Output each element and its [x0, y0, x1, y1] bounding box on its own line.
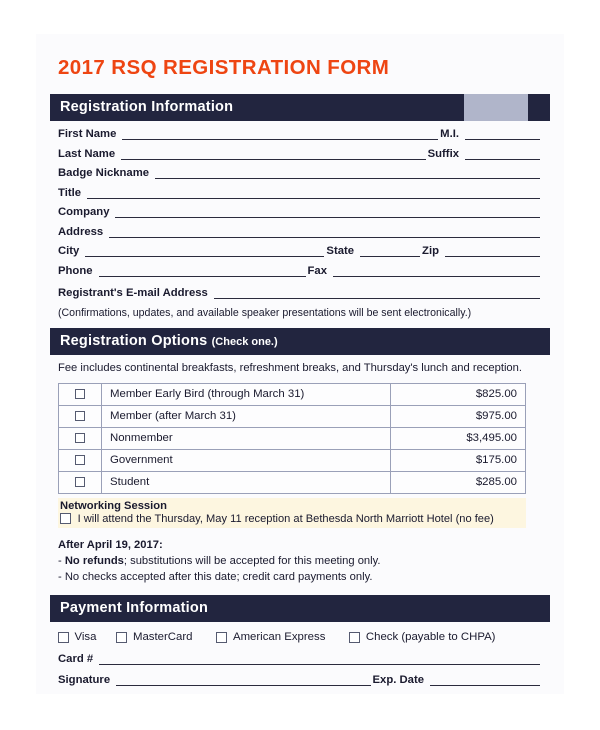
- mi-input[interactable]: [465, 128, 540, 140]
- field-row-title: [58, 187, 542, 199]
- section-title-payment-information: Payment Information: [60, 600, 209, 617]
- section-title-registration-information: Registration Information: [60, 99, 234, 115]
- first-name-label: First Name: [58, 128, 117, 140]
- checkbox-icon[interactable]: [75, 455, 86, 466]
- option-checkbox-cell[interactable]: [59, 383, 102, 405]
- fax-label: Fax: [307, 264, 327, 277]
- option-checkbox-cell[interactable]: [59, 427, 102, 449]
- table-row[interactable]: [59, 449, 526, 471]
- field-row-badge-nickname: [58, 167, 542, 179]
- section-subtitle-check-one: (Check one.): [211, 336, 278, 348]
- checkbox-icon[interactable]: [75, 477, 86, 488]
- state-input[interactable]: [360, 245, 420, 257]
- networking-session-option-label: I will attend the Thursday, May 11 reception at Bethesda North Marriott Hotel (no fee): [77, 512, 494, 525]
- fax-input[interactable]: [333, 265, 540, 277]
- signature-input[interactable]: [116, 674, 370, 686]
- form-sheet: [36, 34, 564, 694]
- table-row[interactable]: [59, 427, 526, 449]
- payment-option-visa[interactable]: [58, 631, 96, 643]
- option-price: $825.00: [391, 383, 526, 405]
- checkbox-icon[interactable]: [216, 632, 227, 643]
- section-header-registration-information: [50, 94, 550, 121]
- registration-options-table: [58, 383, 526, 494]
- email-label: Registrant's E-mail Address: [58, 286, 208, 299]
- last-name-label: Last Name: [58, 147, 116, 160]
- card-number-row: [36, 643, 564, 665]
- option-label: Nonmember: [102, 427, 391, 449]
- after-date-line-1-rest: ; substitutions will be accepted for this meeting only.: [123, 554, 381, 567]
- networking-session-title: Networking Session: [60, 499, 167, 512]
- networking-session-block: [58, 498, 526, 528]
- option-price: $975.00: [391, 405, 526, 427]
- header-highlight-block: [464, 94, 528, 121]
- city-label: City: [58, 245, 80, 257]
- zip-label: Zip: [422, 245, 439, 257]
- option-label: Member (after March 31): [102, 405, 391, 427]
- payment-option-american-express[interactable]: [216, 631, 325, 643]
- badge-nickname-input[interactable]: [155, 167, 540, 179]
- card-number-label: Card #: [58, 653, 94, 666]
- field-row-address: [58, 226, 542, 238]
- suffix-label: Suffix: [427, 147, 459, 160]
- field-row-email: [58, 287, 542, 299]
- option-price: $285.00: [391, 471, 526, 493]
- state-label: State: [326, 245, 355, 257]
- mi-label: M.I.: [440, 128, 459, 140]
- signature-label: Signature: [58, 674, 111, 687]
- field-row-company: [58, 206, 542, 218]
- phone-input[interactable]: [99, 265, 306, 277]
- confirmation-note: (Confirmations, updates, and available speaker presentations will be sent electronically.): [58, 307, 472, 319]
- payment-option-label: MasterCard: [132, 631, 193, 644]
- company-input[interactable]: [115, 206, 540, 218]
- page-title: 2017 RSQ REGISTRATION FORM: [58, 56, 390, 79]
- checkbox-icon[interactable]: [349, 632, 360, 643]
- checkbox-icon[interactable]: [60, 513, 71, 524]
- checkbox-icon[interactable]: [58, 632, 69, 643]
- expiry-label: Exp. Date: [372, 674, 424, 687]
- field-row-phone-fax: [58, 265, 542, 277]
- first-name-input[interactable]: [122, 128, 438, 140]
- after-date-line-1: - No refunds; substitutions will be accepted for this meeting only.: [58, 554, 381, 567]
- field-row-last-name: [58, 148, 542, 160]
- table-row[interactable]: [59, 383, 526, 405]
- payment-methods-row: [36, 622, 564, 643]
- option-label: Member Early Bird (through March 31): [102, 383, 391, 405]
- registration-fields: [36, 121, 564, 299]
- address-input[interactable]: [109, 226, 540, 238]
- payment-option-label: Check (payable to CHPA): [365, 631, 496, 644]
- section-header-registration-options: [50, 328, 550, 355]
- option-checkbox-cell[interactable]: [59, 471, 102, 493]
- title-input[interactable]: [87, 187, 540, 199]
- table-row[interactable]: [59, 405, 526, 427]
- payment-option-label: American Express: [232, 631, 326, 644]
- option-checkbox-cell[interactable]: [59, 405, 102, 427]
- option-price: $175.00: [391, 449, 526, 471]
- section-header-payment-information: [50, 595, 550, 622]
- phone-label: Phone: [58, 264, 93, 277]
- address-label: Address: [58, 225, 104, 238]
- checkbox-icon[interactable]: [116, 632, 127, 643]
- payment-option-label: Visa: [74, 631, 97, 644]
- company-label: Company: [58, 206, 110, 218]
- email-input[interactable]: [214, 287, 540, 299]
- checkbox-icon[interactable]: [75, 433, 86, 444]
- table-row[interactable]: [59, 471, 526, 493]
- checkbox-icon[interactable]: [75, 389, 86, 400]
- expiry-input[interactable]: [430, 674, 540, 686]
- signature-row: [36, 665, 564, 686]
- city-input[interactable]: [85, 245, 324, 257]
- fee-note: Fee includes continental breakfasts, refreshment breaks, and Thursday's lunch and reception.: [58, 362, 522, 374]
- after-date-policy: [36, 528, 564, 586]
- field-row-city-state-zip: [58, 245, 542, 257]
- zip-input[interactable]: [445, 245, 540, 257]
- option-price: $3,495.00: [391, 427, 526, 449]
- no-refunds-emphasis: No refunds: [64, 554, 124, 567]
- after-date-line-2: - No checks accepted after this date; credit card payments only.: [58, 571, 373, 584]
- networking-session-option-row[interactable]: [58, 513, 526, 525]
- card-number-input[interactable]: [99, 653, 540, 665]
- last-name-input[interactable]: [121, 148, 425, 160]
- suffix-input[interactable]: [465, 148, 540, 160]
- title-label: Title: [58, 186, 82, 199]
- payment-option-mastercard[interactable]: [116, 631, 192, 643]
- field-row-first-name: [58, 128, 542, 140]
- badge-nickname-label: Badge Nickname: [58, 167, 150, 179]
- after-date-heading: After April 19, 2017:: [58, 538, 163, 551]
- option-label: Government: [102, 449, 391, 471]
- section-title-registration-options: Registration Options: [60, 333, 208, 349]
- option-label: Student: [102, 471, 391, 493]
- payment-option-check[interactable]: [349, 631, 495, 643]
- option-checkbox-cell[interactable]: [59, 449, 102, 471]
- checkbox-icon[interactable]: [75, 411, 86, 422]
